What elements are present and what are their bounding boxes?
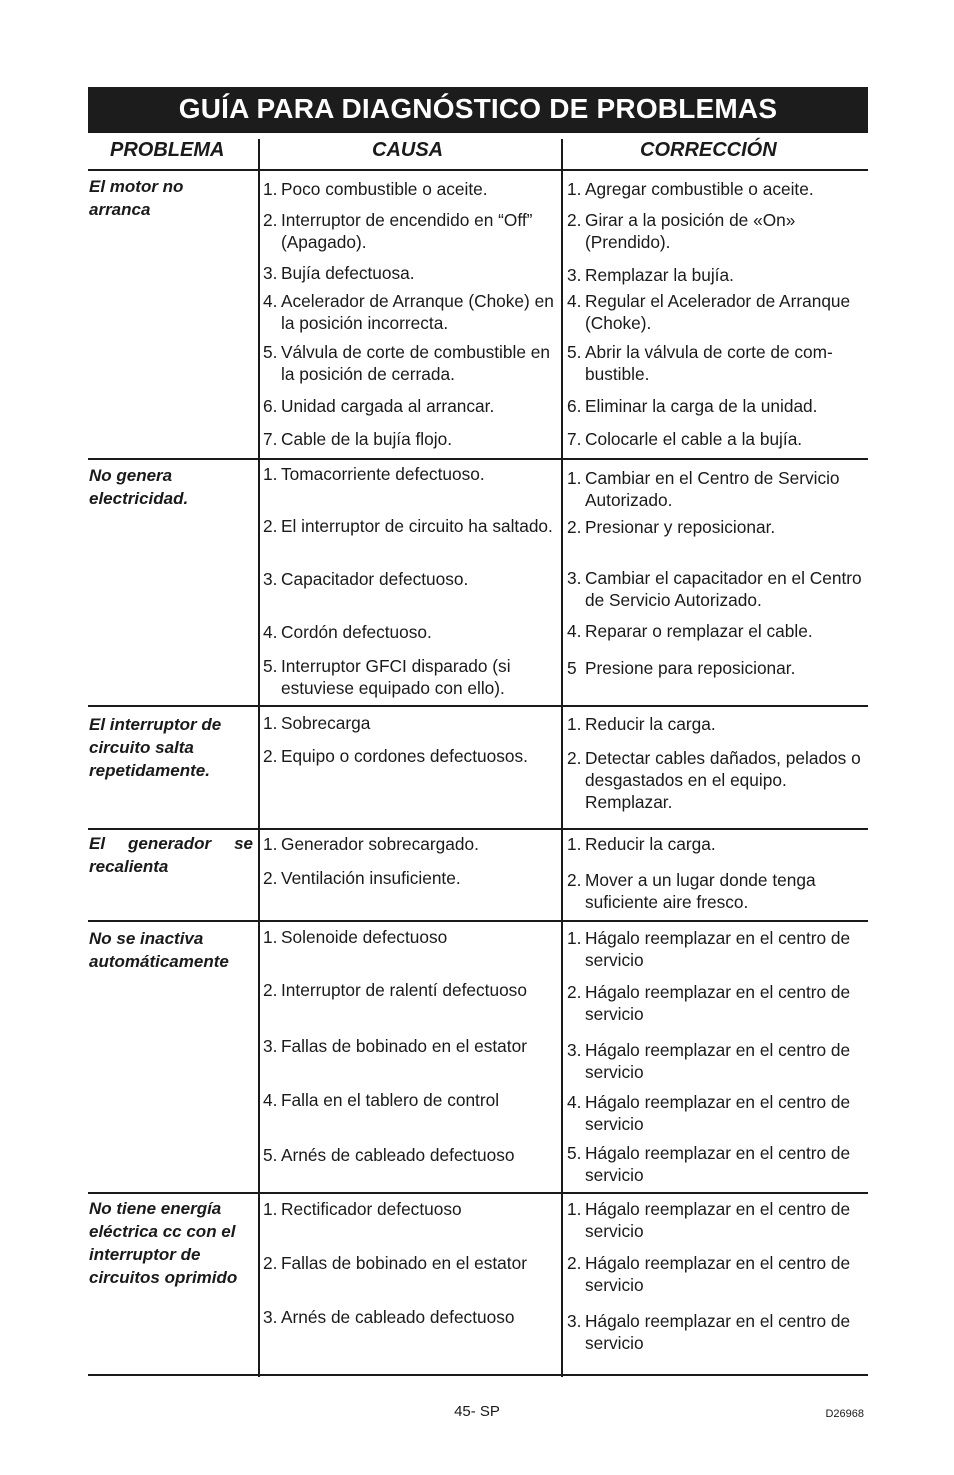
correction-item: 2. Hágalo reemplazar en el centro de servicio <box>567 1253 851 1295</box>
cause-item: 2. Ventilación insuficiente. <box>263 868 461 888</box>
problem-label: El generador se recalienta <box>89 834 253 876</box>
cause-item: 3. Bujía defectuosa. <box>263 263 415 283</box>
row-rule <box>88 705 868 707</box>
correction-item: 3. Hágalo reemplazar en el centro de servicio <box>567 1311 851 1353</box>
correction-item: 1. Hágalo reemplazar en el centro de servicio <box>567 928 851 970</box>
cause-item: 2. Equipo o cordones defectuosos. <box>263 746 528 766</box>
correction-item: 7. Colocarle el cable a la bujía. <box>567 429 803 449</box>
cause-item: 3. Capacitador defectuoso. <box>263 569 469 589</box>
correction-item: 4. Regular el Acelerador de Arranque (Choke). <box>567 291 851 333</box>
cause-item: 1. Sobrecarga <box>263 713 371 733</box>
table-top-rule <box>88 131 868 133</box>
cause-item: 4. Acelerador de Arranque (Choke) en la posición incorrecta. <box>263 291 554 333</box>
correction-item: 4. Hágalo reemplazar en el centro de servicio <box>567 1092 851 1134</box>
cause-item: 2. Interruptor de encendido en “Off” (Apagado). <box>263 210 533 252</box>
correction-item: 1. Cambiar en el Centro de Servicio Autorizado. <box>567 468 840 510</box>
cause-item: 5. Arnés de cableado defectuoso <box>263 1145 515 1165</box>
cause-item: 7. Cable de la bujía flojo. <box>263 429 453 449</box>
correction-item: 3. Cambiar el capacitador en el Centro de Servicio Autorizado. <box>567 568 862 610</box>
cause-item: 2. El interruptor de circuito ha saltado. <box>263 516 553 536</box>
correction-item: 1. Reducir la carga. <box>567 714 716 734</box>
header-problem: PROBLEMA <box>110 139 225 161</box>
cause-item: 4. Falla en el tablero de control <box>263 1090 500 1110</box>
problem-label: No tiene energía eléctrica cc con el interruptor de circuitos oprimido <box>89 1199 238 1287</box>
cause-item: 1. Generador sobrecargado. <box>263 834 479 854</box>
correction-item: 5 Presione para reposicionar. <box>567 658 796 678</box>
header-cause: CAUSA <box>372 139 444 161</box>
cause-item: 1. Rectificador defectuoso <box>263 1199 462 1219</box>
cause-item: 3. Fallas de bobinado en el estator <box>263 1036 527 1056</box>
row-rule <box>88 828 868 830</box>
cause-item: 5. Válvula de corte de combustible en la posición de cerrada. <box>263 342 550 384</box>
page-number: 45- SP <box>454 1403 500 1420</box>
correction-item: 4. Reparar o remplazar el cable. <box>567 621 813 641</box>
page-title: GUÍA PARA DIAGNÓSTICO DE PROBLEMAS <box>88 87 868 131</box>
cause-item: 1. Solenoide defectuoso <box>263 927 448 947</box>
correction-item: 2. Hágalo reemplazar en el centro de servicio <box>567 982 851 1024</box>
correction-item: 1. Hágalo reemplazar en el centro de servicio <box>567 1199 851 1241</box>
correction-item: 3. Hágalo reemplazar en el centro de servicio <box>567 1040 851 1082</box>
problem-label: El motor no arranca <box>89 177 184 219</box>
correction-item: 2. Girar a la posición de «On» (Prendido). <box>567 210 796 252</box>
row-rule <box>88 920 868 922</box>
problem-label: No genera electricidad. <box>89 466 189 508</box>
cause-item: 2. Interruptor de ralentí defectuoso <box>263 980 527 1000</box>
cause-item: 6. Unidad cargada al arrancar. <box>263 396 495 416</box>
row-rule <box>88 1192 868 1194</box>
correction-item: 1. Reducir la carga. <box>567 834 716 854</box>
document-code: D26968 <box>825 1408 864 1420</box>
correction-item: 2. Detectar cables dañados, pelados o desgastados en el equipo. Remplazar. <box>567 748 861 812</box>
problem-label: No se inactiva automáticamente <box>89 929 229 971</box>
correction-item: 6. Eliminar la carga de la unidad. <box>567 396 818 416</box>
table-bottom-rule <box>88 1374 868 1376</box>
cause-item: 1. Poco combustible o aceite. <box>263 179 488 199</box>
header-rule <box>88 169 868 171</box>
correction-item: 2. Mover a un lugar donde tenga suficiente aire fresco. <box>567 870 816 912</box>
correction-item: 1. Agregar combustible o aceite. <box>567 179 814 199</box>
correction-item: 2. Presionar y reposicionar. <box>567 517 776 537</box>
correction-item: 5. Abrir la válvula de corte de com-bustible. <box>567 342 833 384</box>
correction-item: 5. Hágalo reemplazar en el centro de servicio <box>567 1143 851 1185</box>
header-correction: CORRECCIÓN <box>640 139 777 161</box>
cause-item: 4. Cordón defectuoso. <box>263 622 432 642</box>
problem-label: El interruptor de circuito salta repetidamente. <box>89 715 222 780</box>
cause-item: 2. Fallas de bobinado en el estator <box>263 1253 527 1273</box>
row-rule <box>88 458 868 460</box>
cause-item: 3. Arnés de cableado defectuoso <box>263 1307 515 1327</box>
correction-item: 3. Remplazar la bujía. <box>567 265 734 285</box>
cause-item: 5. Interruptor GFCI disparado (si estuviese equipado con ello). <box>263 656 511 698</box>
cause-item: 1. Tomacorriente defectuoso. <box>263 464 485 484</box>
